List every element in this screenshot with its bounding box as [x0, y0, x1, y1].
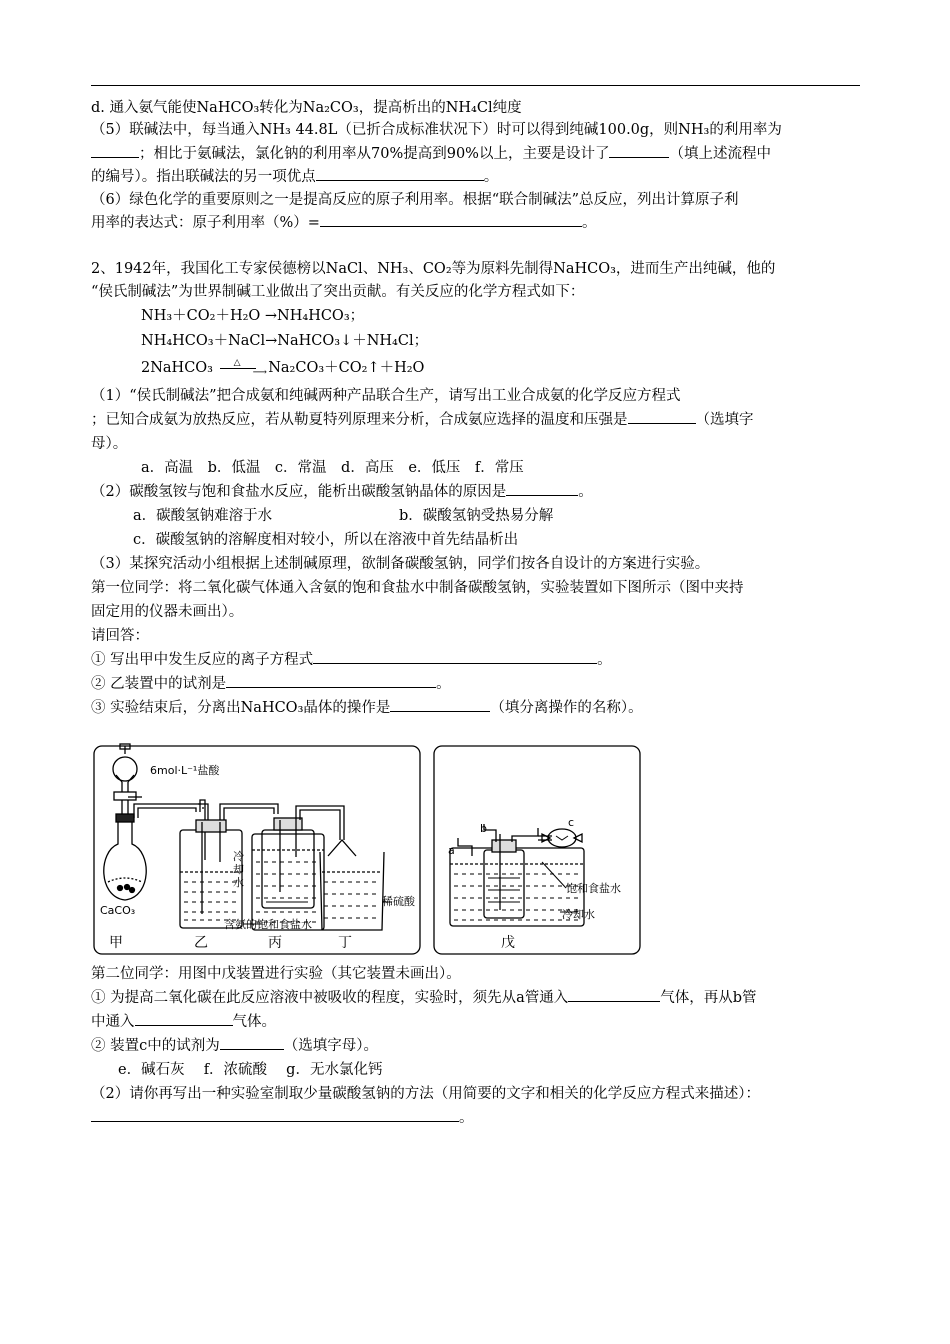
answer-blank[interactable] — [91, 143, 139, 158]
answer-blank[interactable] — [313, 649, 597, 664]
s2-q2-answer: 。 — [91, 1107, 866, 1129]
q2-option-b: b．碳酸氢钠受热易分解 — [399, 508, 554, 524]
answer-blank[interactable] — [316, 166, 484, 181]
s2-item1-cont: 中通入 气体。 — [91, 1011, 866, 1033]
answer-blank[interactable] — [220, 1035, 284, 1050]
acid-label: 6mol·L⁻¹盐酸 — [150, 764, 220, 777]
label-wu: 戊 — [501, 935, 515, 951]
q3-item2: ② 乙装置中的试剂是 。 — [91, 673, 866, 695]
s2-intro: 第二位同学：用图中戊装置进行实验（其它装置未画出）。 — [91, 966, 461, 982]
answer-blank[interactable] — [135, 1011, 233, 1026]
answer-blank[interactable] — [568, 987, 660, 1002]
equation-1: NH₃＋CO₂＋H₂O →NH₄HCO₃； — [141, 308, 365, 324]
q6-line2: 用率的表达式：原子利用率（%）= 。 — [91, 212, 866, 234]
answer-blank[interactable] — [609, 143, 669, 158]
q5-line3: 的编号）。指出联碱法的另一项优点 。 — [91, 166, 866, 188]
answer-blank[interactable] — [91, 1107, 459, 1122]
equation-3: 2NaHCO₃ △ ⟶ Na₂CO₃＋CO₂↑＋H₂O — [141, 358, 425, 378]
q2-intro: 2、1942年，我国化工专家侯德榜以NaCl、NH₃、CO₂等为原料先制得NaHCO₃，进而生产出纯碱，他的 — [91, 261, 776, 277]
q1-line3: 母）。 — [91, 436, 128, 452]
q1-line2: ；已知合成氨为放热反应，若从勒夏特列原理来分析，合成氨应选择的温度和压强是 （选填字 — [91, 409, 866, 431]
label-bing: 丙 — [268, 935, 282, 951]
s2-item2: ② 装置c中的试剂为 （选填字母）。 — [91, 1035, 866, 1057]
header-rule — [91, 85, 860, 86]
answer-blank[interactable] — [390, 697, 490, 712]
dilute-acid-label: 稀硫酸 — [382, 895, 415, 908]
label-jia: 甲 — [109, 935, 123, 951]
brine-label: 含氨的饱和食盐水 — [224, 918, 312, 931]
q3-item3: ③ 实验结束后，分离出NaHCO₃晶体的操作是 （填分离操作的名称）。 — [91, 697, 866, 719]
cooling-label-2: 却 — [233, 863, 244, 876]
heat-arrow: △ ⟶ — [218, 361, 264, 375]
s2-options: e．碱石灰 f．浓硫酸 g．无水氯化钙 — [118, 1062, 383, 1078]
cooling-label-3: 水 — [233, 876, 244, 889]
label-ding: 丁 — [338, 935, 352, 951]
equation-2: NH₄HCO₃＋NaCl→NaHCO₃↓＋NH₄Cl； — [141, 333, 429, 349]
panel-right-frame — [434, 746, 640, 954]
line-d: d. 通入氨气能使NaHCO₃转化为Na₂CO₃，提高析出的NH₄Cl纯度 — [91, 100, 522, 116]
sat-brine-label: 饱和食盐水 — [566, 882, 621, 895]
flask-jia — [104, 744, 146, 900]
q3-prompt: 请回答： — [91, 628, 149, 644]
label-a: a — [448, 844, 455, 857]
q2-line: （2）碳酸氢铵与饱和食盐水反应，能析出碳酸氢钠晶体的原因是 。 — [91, 481, 866, 503]
apparatus-figure — [92, 742, 644, 958]
s2-item1: ① 为提高二氧化碳在此反应溶液中被吸收的程度，实验时，须先从a管通入 气体，再从b管 — [91, 987, 866, 1009]
beaker-ding — [320, 840, 384, 930]
label-yi: 乙 — [194, 935, 208, 951]
answer-blank[interactable] — [506, 481, 578, 496]
bottle-bing — [252, 818, 324, 930]
q1-line: （1）“侯氏制碱法”把合成氨和纯碱两种产品联合生产，请写出工业合成氨的化学反应方程式 — [91, 388, 681, 404]
caco3-label: CaCO₃ — [100, 904, 136, 917]
cooling-label-1: 冷 — [233, 850, 244, 863]
q6-line: （6）绿色化学的重要原则之一是提高反应的原子利用率。根据“联合制碱法”总反应，列出计算原子利 — [91, 192, 739, 208]
q3-line2: 第一位同学：将二氧化碳气体通入含氨的饱和食盐水中制备碳酸氢钠，实验装置如下图所示（图中夹持 — [91, 580, 744, 596]
q2-option-a: a．碳酸氢钠难溶于水 — [133, 508, 273, 524]
q5-line2: ；相比于氨碱法，氯化钠的利用率从70%提高到90%以上，主要是设计了 （填上述流程中 — [91, 143, 866, 165]
q1-options: a．高温 b．低温 c．常温 d．高压 e．低压 f．常压 — [141, 460, 524, 476]
q2-intro2: “侯氏制碱法”为世界制碱工业做出了突出贡献。有关反应的化学方程式如下： — [91, 284, 585, 300]
q2-option-c: c．碳酸氢钠的溶解度相对较小，所以在溶液中首先结晶析出 — [133, 532, 519, 548]
label-b: b — [480, 822, 487, 835]
s2-q2: （2）请你再写出一种实验室制取少量碳酸氢钠的方法（用简要的文字和相关的化学反应方程式来描述）： — [91, 1086, 760, 1102]
q5-line: （5）联碱法中，每当通入NH₃ 44.8L（已折合成标准状况下）时可以得到纯碱100.0g，则NH₃的利用率为 — [91, 122, 782, 138]
q3-line3: 固定用的仪器未画出）。 — [91, 604, 244, 620]
label-c: c — [568, 816, 575, 829]
answer-blank[interactable] — [320, 212, 582, 227]
answer-blank[interactable] — [226, 673, 436, 688]
q3-item1: ① 写出甲中发生反应的离子方程式 。 — [91, 649, 866, 671]
answer-blank[interactable] — [628, 409, 696, 424]
cool-water-label: 冷却水 — [562, 908, 595, 921]
q3-line: （3）某探究活动小组根据上述制碱原理，欲制备碳酸氢钠，同学们按各自设计的方案进行实验。 — [91, 556, 710, 572]
